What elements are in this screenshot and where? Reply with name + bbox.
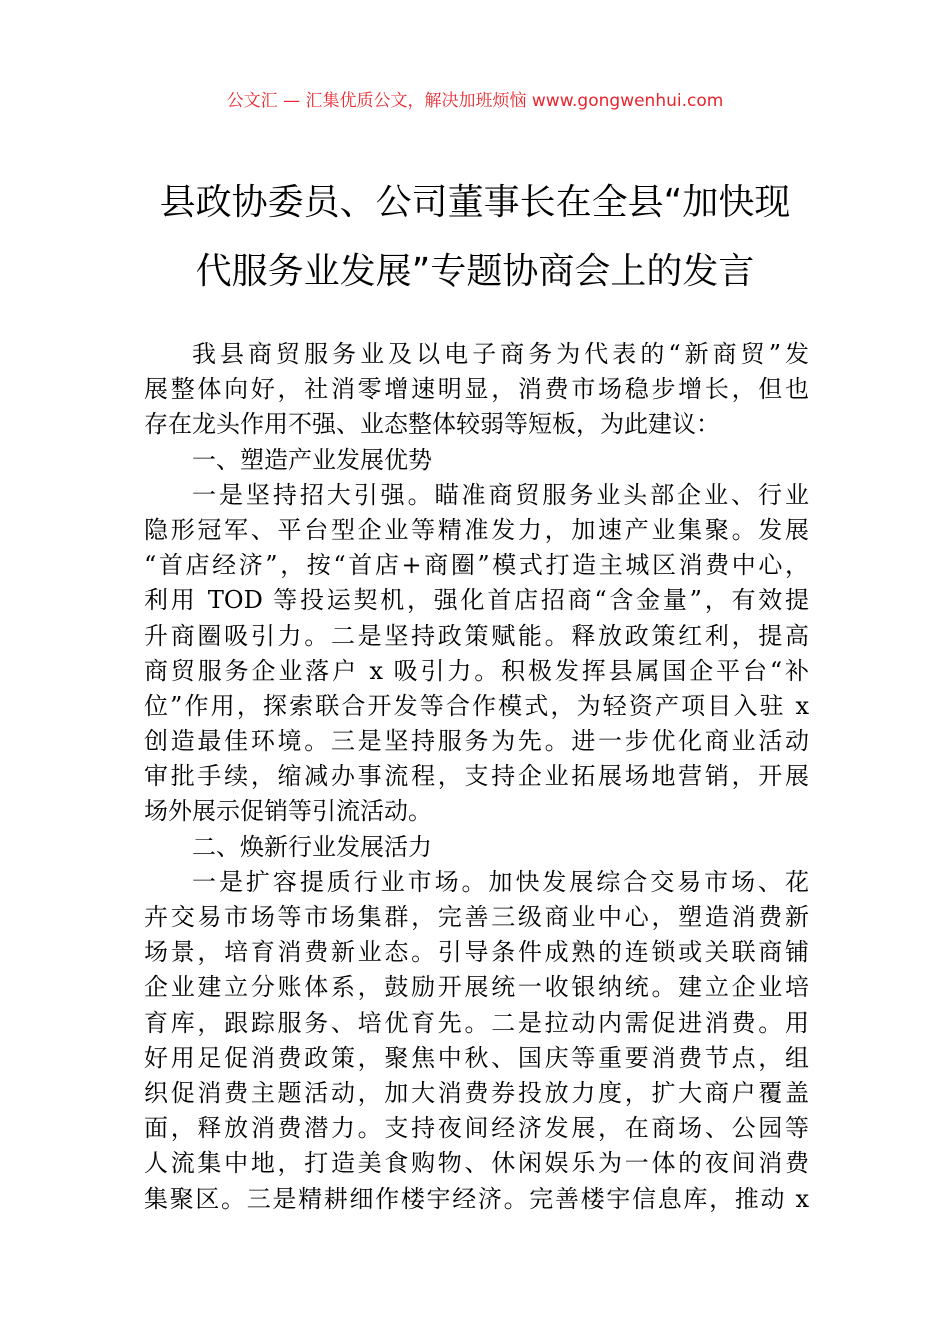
- body-line: 存在龙头作用不强、业态整体较弱等短板，为此建议：: [144, 410, 720, 439]
- body-line: 二、焕新行业发展活力: [192, 832, 432, 861]
- body-line: 场景，培育消费新业态。引导条件成熟的连锁或关联商铺: [144, 938, 809, 967]
- document-title-line-1: 县政协委员、公司董事长在全县“加快现: [159, 182, 791, 223]
- body-line: “首店经济”，按“首店+商圈”模式打造主城区消费中心，: [144, 551, 809, 580]
- body-line: 一、塑造产业发展优势: [192, 445, 432, 474]
- body-line: 场外展示促销等引流活动。: [144, 797, 432, 826]
- body-line: 创造最佳环境。三是坚持服务为先。进一步优化商业活动: [144, 727, 809, 756]
- body-line: 企业建立分账体系，鼓励开展统一收银纳统。建立企业培: [144, 973, 809, 1002]
- body-line: 人流集中地，打造美食购物、休闲娱乐为一体的夜间消费: [144, 1149, 809, 1178]
- document-body: [144, 337, 809, 1217]
- body-line: 一是坚持招大引强。瞄准商贸服务业头部企业、行业: [192, 480, 809, 509]
- body-line: 好用足促消费政策，聚焦中秋、国庆等重要消费节点，组: [144, 1043, 809, 1072]
- site-header-link[interactable]: 公文汇 — 汇集优质公文，解决加班烦恼 www.gongwenhui.com: [226, 91, 724, 111]
- body-line: 升商圈吸引力。二是坚持政策赋能。释放政策红利，提高: [144, 621, 809, 650]
- body-line: 集聚区。三是精耕细作楼宇经济。完善楼宇信息库，推动 x: [144, 1184, 809, 1213]
- body-line: 展整体向好，社消零增速明显，消费市场稳步增长，但也: [144, 375, 809, 404]
- body-line: 利用 TOD 等投运契机，强化首店招商“含金量”，有效提: [144, 586, 809, 615]
- body-line: 位”作用，探索联合开发等合作模式，为轻资产项目入驻 x: [144, 691, 809, 720]
- body-line: 商贸服务企业落户 x 吸引力。积极发挥县属国企平台“补: [144, 656, 809, 685]
- body-line: 隐形冠军、平台型企业等精准发力，加速产业集聚。发展: [144, 515, 809, 544]
- body-line: 面，释放消费潜力。支持夜间经济发展，在商场、公园等: [144, 1114, 809, 1143]
- body-line: 织促消费主题活动，加大消费券投放力度，扩大商户覆盖: [144, 1078, 809, 1107]
- body-line: 育库，跟踪服务、培优育先。二是拉动内需促进消费。用: [144, 1008, 809, 1037]
- body-line: 卉交易市场等市场集群，完善三级商业中心，塑造消费新: [144, 903, 809, 931]
- body-line: 审批手续，缩减办事流程，支持企业拓展场地营销，开展: [144, 762, 809, 791]
- body-line: 我县商贸服务业及以电子商务为代表的“新商贸”发: [192, 340, 809, 368]
- document-title-line-2: 代服务业发展”专题协商会上的发言: [195, 251, 755, 292]
- body-line: 一是扩容提质行业市场。加快发展综合交易市场、花: [192, 867, 809, 896]
